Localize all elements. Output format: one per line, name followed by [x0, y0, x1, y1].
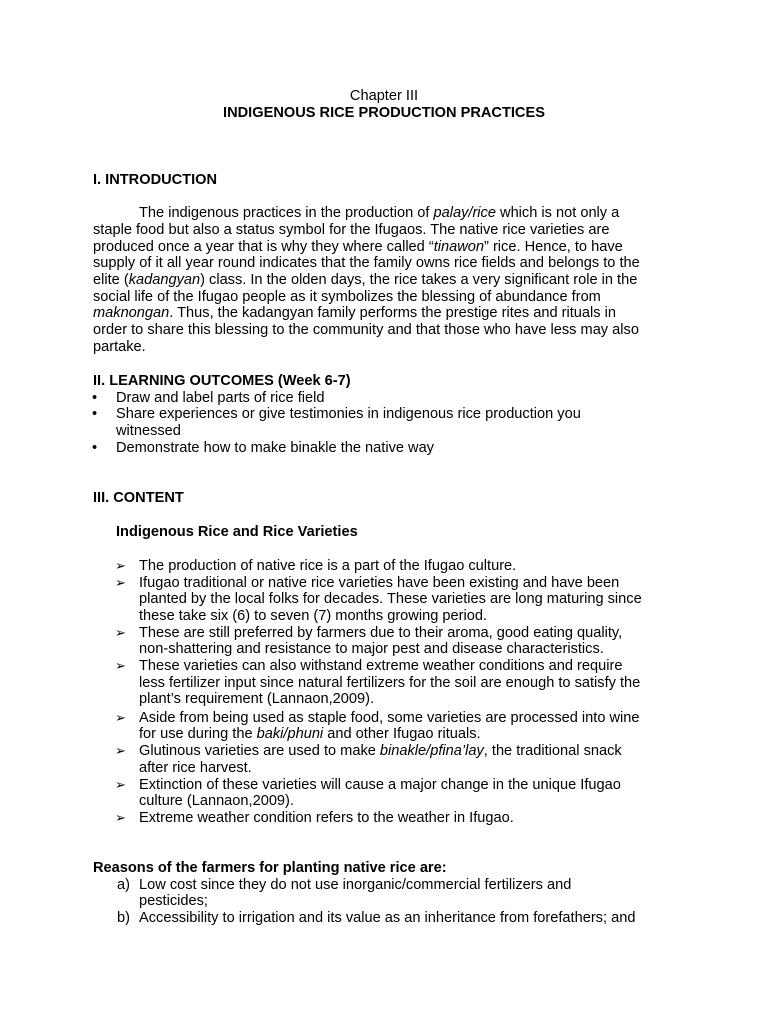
bullet-marker: • [92, 440, 98, 456]
list-item-continuation: non-shattering and resistance to major pest and disease characteristics. [139, 641, 604, 657]
intro-line: partake. [93, 339, 146, 355]
arrow-bullet-icon: ➢ [115, 558, 126, 573]
intro-line: The indigenous practices in the production of palay/rice which is not only a [139, 205, 620, 221]
intro-line: supply of it all year round indicates that the family owns rice fields and belongs to the [93, 255, 640, 271]
introduction-heading: I. INTRODUCTION [93, 172, 218, 188]
content-subheading: Indigenous Rice and Rice Varieties [116, 524, 358, 540]
learning-outcomes-heading: II. LEARNING OUTCOMES (Week 6-7) [93, 373, 351, 389]
intro-line: social life of the Ifugao people as it symbolizes the blessing of abundance from [93, 289, 601, 305]
list-item: Share experiences or give testimonies in indigenous rice production you [116, 406, 581, 422]
chapter-label: Chapter III [349, 88, 419, 104]
list-item: These varieties can also withstand extreme weather conditions and require [139, 658, 623, 674]
arrow-bullet-icon: ➢ [115, 777, 126, 792]
list-item: Low cost since they do not use inorganic/commercial fertilizers and [139, 877, 572, 893]
list-item-continuation: after rice harvest. [139, 760, 252, 776]
list-item: Accessibility to irrigation and its value as an inheritance from forefathers; and [139, 910, 636, 926]
list-marker: a) [117, 877, 130, 893]
list-item: Ifugao traditional or native rice varieties have been existing and have been [139, 575, 620, 591]
intro-line: staple food but also a status symbol for the Ifugaos. The native rice varieties are [93, 222, 610, 238]
intro-line: order to share this blessing to the community and that those who have less may also [93, 322, 639, 338]
list-item: Extinction of these varieties will cause a major change in the unique Ifugao [139, 777, 621, 793]
intro-line: maknongan. Thus, the kadangyan family performs the prestige rites and rituals in [93, 305, 616, 321]
list-item-continuation: witnessed [116, 423, 181, 439]
list-item: Draw and label parts of rice field [116, 390, 325, 406]
list-marker: b) [117, 910, 130, 926]
list-item-continuation: less fertilizer input since natural fertilizers for the soil are enough to satisfy the [139, 675, 641, 691]
reasons-heading: Reasons of the farmers for planting native rice are: [93, 860, 447, 876]
list-item-continuation: for use during the baki/phuni and other Ifugao rituals. [139, 726, 481, 742]
list-item: The production of native rice is a part of the Ifugao culture. [139, 558, 517, 574]
list-item-continuation: culture (Lannaon,2009). [139, 793, 294, 809]
list-item: Glutinous varieties are used to make binakle/pfina’lay, the traditional snack [139, 743, 622, 759]
list-item: These are still preferred by farmers due to their aroma, good eating quality, [139, 625, 623, 641]
arrow-bullet-icon: ➢ [115, 658, 126, 673]
list-item-continuation: pesticides; [139, 893, 208, 909]
arrow-bullet-icon: ➢ [115, 575, 126, 590]
arrow-bullet-icon: ➢ [115, 625, 126, 640]
chapter-title: INDIGENOUS RICE PRODUCTION PRACTICES [223, 105, 545, 121]
list-item-continuation: planted by the local folks for decades. These varieties are long maturing since [139, 591, 642, 607]
intro-line: elite (kadangyan) class. In the olden days, the rice takes a very significant role in the [93, 272, 638, 288]
content-heading: III. CONTENT [93, 490, 184, 506]
arrow-bullet-icon: ➢ [115, 810, 126, 825]
list-item-continuation: these take six (6) to seven (7) months growing period. [139, 608, 487, 624]
list-item: Demonstrate how to make binakle the native way [116, 440, 434, 456]
intro-line: produced once a year that is why they where called “tinawon” rice. Hence, to have [93, 239, 623, 255]
list-item: Extreme weather condition refers to the weather in Ifugao. [139, 810, 514, 826]
bullet-marker: • [92, 390, 98, 406]
list-item: Aside from being used as staple food, some varieties are processed into wine [139, 710, 640, 726]
bullet-marker: • [92, 406, 98, 422]
arrow-bullet-icon: ➢ [115, 710, 126, 725]
arrow-bullet-icon: ➢ [115, 743, 126, 758]
list-item-continuation: plant’s requirement (Lannaon,2009). [139, 691, 375, 707]
